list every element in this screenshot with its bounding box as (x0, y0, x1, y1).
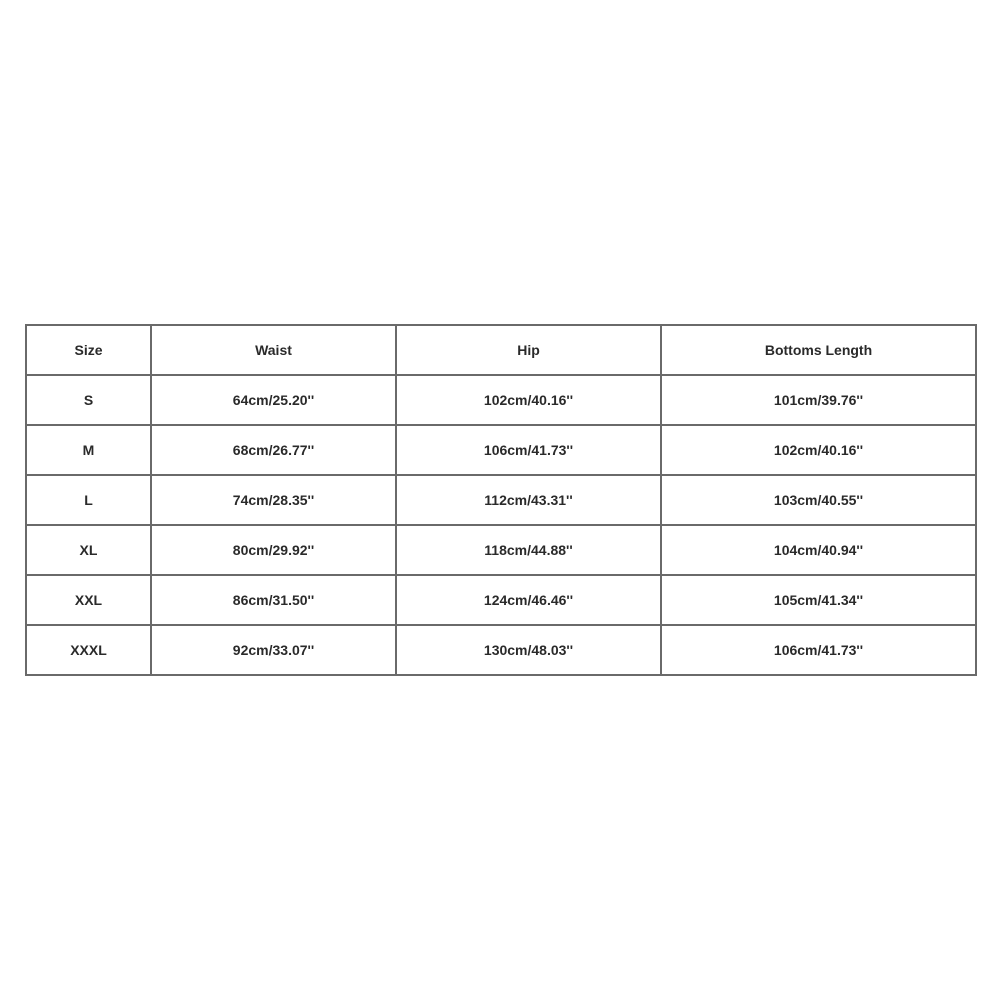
cell-hip: 106cm/41.73'' (396, 425, 661, 475)
cell-waist: 80cm/29.92'' (151, 525, 396, 575)
header-size: Size (26, 325, 151, 375)
cell-hip: 102cm/40.16'' (396, 375, 661, 425)
header-hip: Hip (396, 325, 661, 375)
cell-hip: 118cm/44.88'' (396, 525, 661, 575)
cell-size: XXL (26, 575, 151, 625)
size-chart-table (25, 324, 977, 676)
table-row (26, 575, 976, 625)
cell-waist: 68cm/26.77'' (151, 425, 396, 475)
cell-bottoms-length: 104cm/40.94'' (661, 525, 976, 575)
cell-size: M (26, 425, 151, 475)
header-bottoms-length: Bottoms Length (661, 325, 976, 375)
cell-hip: 112cm/43.31'' (396, 475, 661, 525)
table-row (26, 525, 976, 575)
cell-bottoms-length: 105cm/41.34'' (661, 575, 976, 625)
table-row (26, 375, 976, 425)
table-row (26, 425, 976, 475)
cell-size: XXXL (26, 625, 151, 675)
table-row (26, 625, 976, 675)
cell-bottoms-length: 102cm/40.16'' (661, 425, 976, 475)
header-waist: Waist (151, 325, 396, 375)
cell-waist: 86cm/31.50'' (151, 575, 396, 625)
table-header-row (26, 325, 976, 375)
cell-waist: 74cm/28.35'' (151, 475, 396, 525)
cell-hip: 124cm/46.46'' (396, 575, 661, 625)
cell-size: S (26, 375, 151, 425)
cell-size: XL (26, 525, 151, 575)
cell-waist: 92cm/33.07'' (151, 625, 396, 675)
cell-size: L (26, 475, 151, 525)
cell-bottoms-length: 103cm/40.55'' (661, 475, 976, 525)
cell-bottoms-length: 101cm/39.76'' (661, 375, 976, 425)
table-row (26, 475, 976, 525)
cell-waist: 64cm/25.20'' (151, 375, 396, 425)
cell-hip: 130cm/48.03'' (396, 625, 661, 675)
cell-bottoms-length: 106cm/41.73'' (661, 625, 976, 675)
